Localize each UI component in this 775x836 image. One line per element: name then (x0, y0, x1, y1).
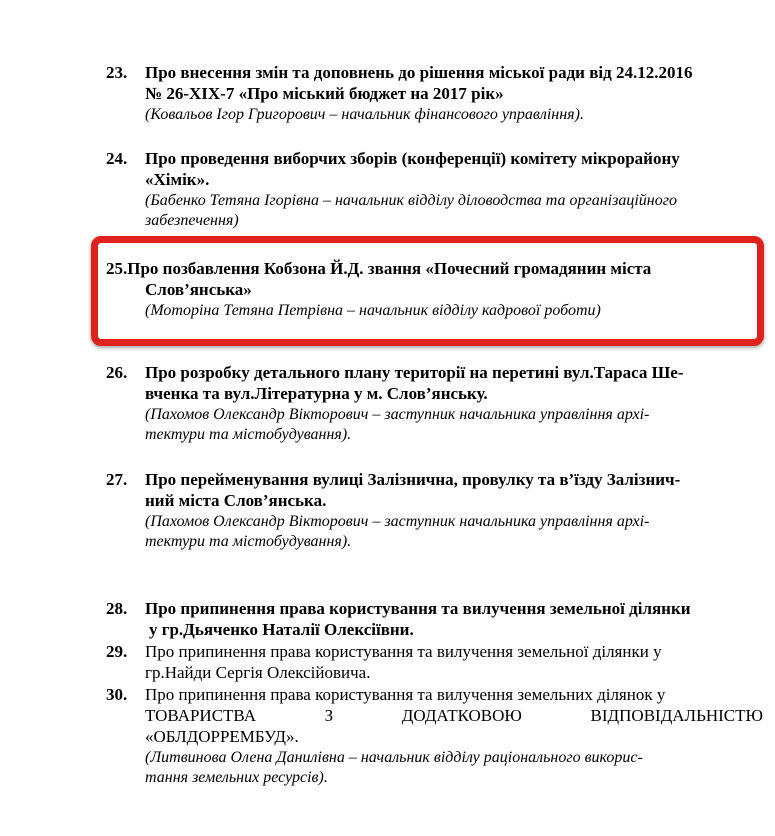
item-speaker-line: (Пахомов Олександр Вікторович – заступник начальника управління архі- (145, 406, 650, 423)
agenda-item-26 (106, 362, 763, 445)
item-speaker-line: тектури та містобудування). (145, 426, 352, 443)
agenda-item-27 (106, 469, 763, 552)
item-speaker-line: тання земельних ресурсів). (145, 769, 328, 786)
item-title-line: ний міста Слов’янська. (145, 491, 327, 510)
item-title-line: «Хімік». (145, 170, 210, 189)
item-number: 23. (106, 63, 128, 82)
item-title-line: «ОБЛДОРРЕМБУД». (145, 727, 299, 746)
item-speaker-line: забезпечення) (145, 212, 239, 229)
item-title-text: Про позбавлення Кобзона Й.Д. звання «Почесний громадянин міста (127, 259, 652, 278)
item-title-line: Про припинення права користування та вилучення земельної ділянки у (145, 642, 662, 661)
item-title-line: Про розробку детального плану території на перетині вул.Тараса Ше- (145, 363, 684, 382)
item-number: 28. (106, 599, 128, 618)
item-number: 27. (106, 470, 128, 489)
agenda-item-25 (106, 258, 763, 321)
item-number: 30. (106, 685, 128, 704)
item-title-line: вченка та вул.Літературна у м. Слов’янську. (145, 384, 488, 403)
item-title-line: Слов’янська» (145, 280, 252, 299)
item-title-line: у гр.Дьяченко Наталії Олексіївни. (149, 620, 414, 639)
item-speaker: (Моторіна Тетяна Петрівна – начальник відділу кадрової роботи) (145, 302, 601, 319)
item-title-line: Про внесення змін та доповнень до рішення міської ради від 24.12.2016 (145, 63, 693, 82)
agenda-item-23 (106, 62, 763, 125)
item-title-line: Про припинення права користування та вилучення земельних ділянок у (145, 685, 666, 704)
item-title-line: Про припинення права користування та вилучення земельної ділянки (145, 599, 691, 618)
item-speaker-line: (Литвинова Олена Данилівна – начальник відділу раціонального викорис- (145, 749, 643, 766)
agenda-item-30 (106, 684, 763, 788)
item-number: 29. (106, 642, 128, 661)
item-number: 26. (106, 363, 128, 382)
item-title-line: Про проведення виборчих зборів (конференції) комітету мікрорайону (145, 149, 680, 168)
item-speaker-line: тектури та містобудування). (145, 533, 352, 550)
agenda-item-29 (106, 641, 763, 683)
item-speaker-line: (Бабенко Тетяна Ігорівна – начальник відділу діловодства та організаційного (145, 192, 677, 209)
item-number: 25. (106, 259, 128, 278)
item-speaker: (Ковальов Ігор Григорович – начальник фінансового управління). (145, 106, 584, 123)
item-speaker-line: (Пахомов Олександр Вікторович – заступник начальника управління архі- (145, 513, 650, 530)
item-title-line: № 26-XIX-7 «Про міський бюджет на 2017 рік» (145, 84, 504, 103)
item-title-line (106, 258, 763, 279)
item-title-line: ТОВАРИСТВА З ДОДАТКОВОЮ ВІДПОВІДАЛЬНІСТЮ (145, 706, 763, 725)
item-number: 24. (106, 149, 128, 168)
item-title-line: Про перейменування вулиці Залізнична, провулку та в’їзду Залізнич- (145, 470, 681, 489)
agenda-item-24 (106, 148, 763, 231)
agenda-item-28 (106, 598, 763, 640)
item-title-line: гр.Найди Сергія Олексійовича. (145, 663, 371, 682)
